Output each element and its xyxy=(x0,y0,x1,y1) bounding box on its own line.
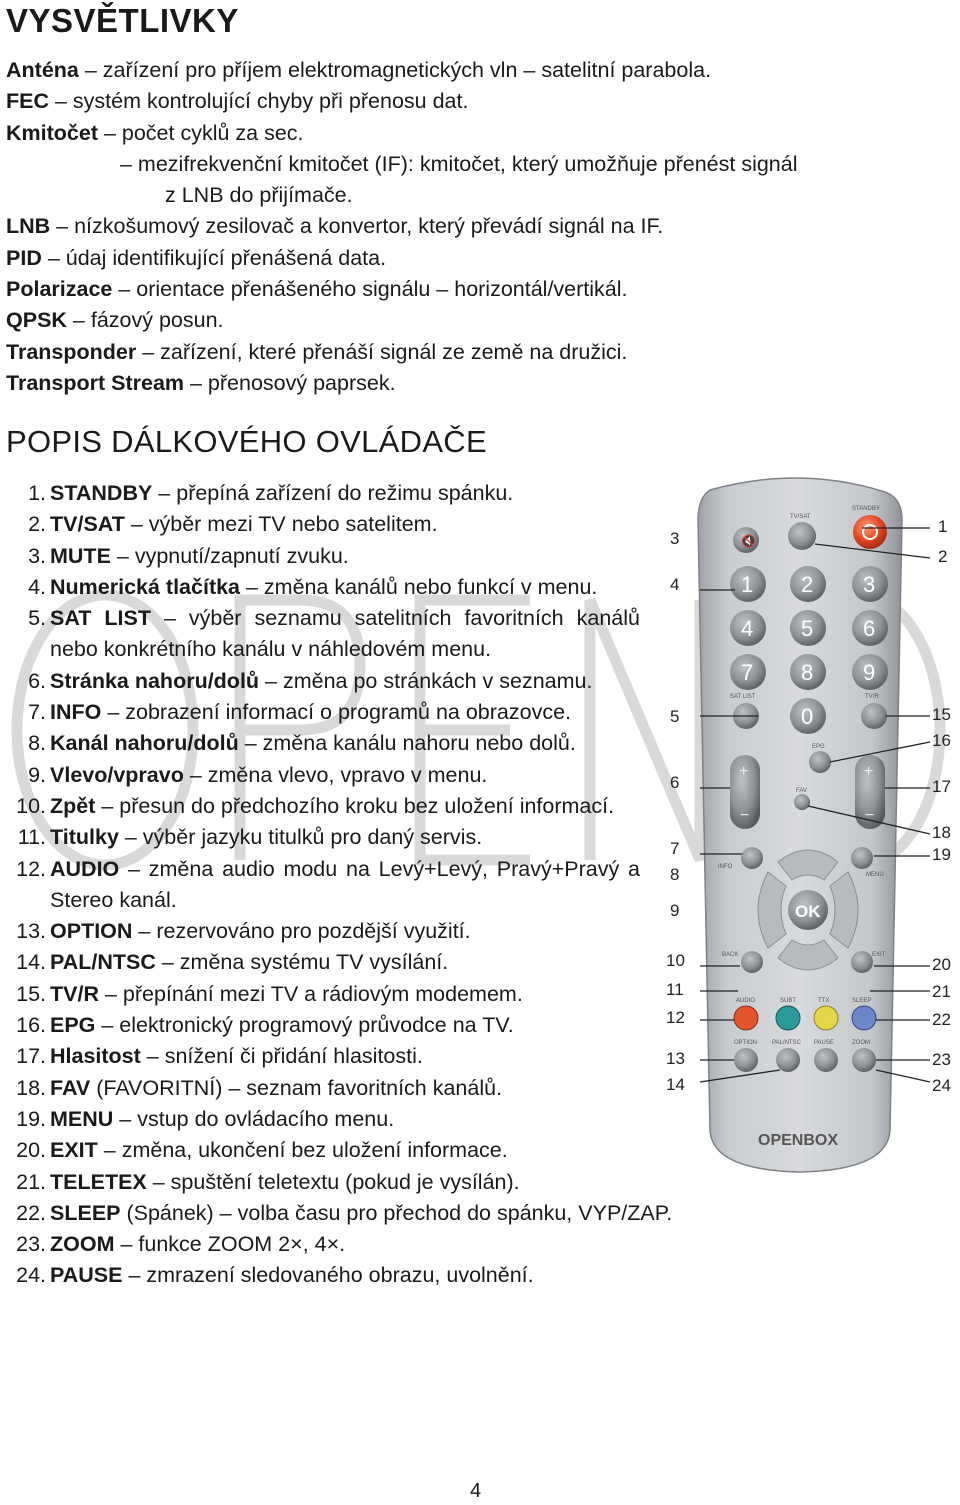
item-text: – změna systému TV vysílání. xyxy=(155,950,449,975)
item-description xyxy=(46,1260,534,1291)
callout-number: 16 xyxy=(932,731,951,750)
item-text: – zmrazení sledovaného obrazu, uvolnění. xyxy=(122,1263,534,1288)
volume-down-icon: − xyxy=(865,807,875,824)
item-text: (Spánek) – volba času pro přechod do spánku, VYP/ZAP. xyxy=(120,1200,673,1225)
item-term: Kanál nahoru/dolů xyxy=(50,731,239,756)
fav-label: FAV xyxy=(796,788,807,794)
callout-number: 1 xyxy=(938,517,948,536)
glossary-definition: – orientace přenášeného signálu – horizontál/vertikál. xyxy=(112,277,628,302)
sleep-label: SLEEP xyxy=(852,998,872,1004)
remote-item xyxy=(6,1041,672,1072)
item-description xyxy=(46,478,640,509)
item-term: SAT LIST xyxy=(50,606,151,631)
remote-item xyxy=(6,1010,672,1041)
back-label: BACK xyxy=(722,952,739,958)
item-number: 16. xyxy=(16,1013,46,1038)
item-description xyxy=(46,728,640,759)
glossary-definition: – počet cyklů za sec. xyxy=(97,120,304,145)
remote-item xyxy=(6,760,672,791)
item-term: TELETEX xyxy=(50,1169,147,1194)
digit-label: 2 xyxy=(801,572,814,597)
tvsat-label: TV/SAT xyxy=(790,514,811,520)
zoom-button[interactable] xyxy=(852,1048,876,1072)
remote-item xyxy=(6,854,672,917)
glossary-term: Polarizace xyxy=(6,277,113,302)
tvr-button[interactable] xyxy=(861,703,887,729)
pause-button[interactable] xyxy=(814,1048,838,1072)
item-number: 3. xyxy=(28,543,46,568)
item-term: Hlasitost xyxy=(50,1044,141,1069)
item-text: – vstup do ovládacího menu. xyxy=(113,1106,395,1131)
menu-label: MENU xyxy=(866,872,884,878)
item-number: 9. xyxy=(28,762,46,787)
item-term: OPTION xyxy=(50,919,133,944)
item-term: MENU xyxy=(50,1106,114,1131)
item-description xyxy=(46,947,640,978)
item-number: 20. xyxy=(16,1138,46,1163)
item-description xyxy=(46,666,640,697)
callout-number: 8 xyxy=(670,865,680,884)
callout-number: 11 xyxy=(666,980,684,999)
digit-label: 1 xyxy=(741,572,754,597)
item-number: 14. xyxy=(16,950,46,975)
callout-number: 21 xyxy=(932,982,951,1001)
item-text: – vypnutí/zapnutí zvuku. xyxy=(110,543,349,568)
glossary-definition: – systém kontrolující chyby při přenosu dat. xyxy=(49,89,469,114)
callout-number: 3 xyxy=(670,529,680,548)
remote-item xyxy=(6,603,672,666)
callout-number: 19 xyxy=(932,845,951,864)
remote-item xyxy=(6,791,672,822)
glossary-term: Transport Stream xyxy=(6,370,185,395)
remote-item xyxy=(6,1073,672,1104)
palntsc-label: PAL/NTSC xyxy=(772,1040,801,1046)
callout-number: 7 xyxy=(670,839,680,858)
item-text: – výběr seznamu satelitních favoritních kanálů nebo konkrétního kanálu v náhledovém menu. xyxy=(50,606,640,662)
menu-button[interactable] xyxy=(851,847,873,869)
item-description xyxy=(46,822,640,853)
glossary-definition: – mezifrekvenční kmitočet (IF): kmitočet, který umožňuje přenést signál xyxy=(120,151,798,176)
glossary-term: Transponder xyxy=(6,339,137,364)
item-number: 5. xyxy=(28,606,46,631)
item-text: – přepíná zařízení do režimu spánku. xyxy=(152,481,514,505)
item-text: – přepínání mezi TV a rádiovým modemem. xyxy=(98,981,523,1006)
glossary-entry xyxy=(6,212,956,243)
teletext-button[interactable] xyxy=(814,1006,838,1030)
epg-button[interactable] xyxy=(809,751,831,773)
item-text: – výběr jazyku titulků pro daný servis. xyxy=(118,825,483,850)
item-text: – změna audio modu na Levý+Levý, Pravý+Pravý a Stereo kanál. xyxy=(50,856,640,912)
glossary-definition: z LNB do přijímače. xyxy=(165,183,353,208)
item-description xyxy=(46,1041,423,1072)
subt-label: SUBT xyxy=(780,998,797,1004)
glossary-entry xyxy=(6,56,956,87)
glossary-definition: – zařízení, které přenáší signál ze země na družici. xyxy=(136,339,628,364)
callout-number: 14 xyxy=(666,1075,685,1094)
item-number: 7. xyxy=(28,700,46,725)
item-number: 23. xyxy=(16,1232,46,1257)
callout-number: 12 xyxy=(666,1008,685,1027)
item-text: – změna kanálů nebo funkcí v menu. xyxy=(240,574,598,599)
mute-icon: 🔇 xyxy=(741,534,756,548)
palntsc-button[interactable] xyxy=(776,1048,800,1072)
item-number: 12. xyxy=(16,856,46,881)
option-label: OPTION xyxy=(734,1040,758,1046)
callout-number: 5 xyxy=(670,707,680,726)
digit-label: 4 xyxy=(741,616,754,641)
item-number: 22. xyxy=(16,1200,46,1225)
item-description xyxy=(46,1073,502,1104)
glossary-definition: – přenosový paprsek. xyxy=(184,370,396,395)
volume-up-icon: + xyxy=(864,763,874,780)
digit-label: 6 xyxy=(863,616,876,641)
item-term: Stránka nahoru/dolů xyxy=(50,668,260,693)
callout-number: 24 xyxy=(932,1076,951,1095)
audio-label: AUDIO xyxy=(736,998,756,1004)
glossary-term: Anténa xyxy=(6,58,79,82)
glossary-term: PID xyxy=(6,245,42,270)
item-description xyxy=(46,1135,508,1166)
item-text: – změna kanálu nahoru nebo dolů. xyxy=(238,731,576,756)
item-text: – změna po stránkách v seznamu. xyxy=(259,668,593,693)
callout-number: 13 xyxy=(666,1049,685,1068)
item-term: TV/R xyxy=(50,981,99,1006)
item-term: STANDBY xyxy=(50,481,153,505)
digit-label: 7 xyxy=(741,660,754,685)
item-term: AUDIO xyxy=(50,856,120,881)
glossary-list xyxy=(6,56,956,400)
item-term: MUTE xyxy=(50,543,111,568)
tvsat-button[interactable] xyxy=(788,522,816,550)
item-description xyxy=(46,603,640,666)
glossary-term: FEC xyxy=(6,89,49,114)
info-button[interactable] xyxy=(741,847,763,869)
remote-item xyxy=(6,1229,672,1260)
remote-item xyxy=(6,916,672,947)
section-title: POPIS DÁLKOVÉHO OVLÁDAČE xyxy=(6,424,487,459)
page-down-icon: − xyxy=(740,807,750,824)
item-number: 24. xyxy=(16,1263,46,1288)
item-description xyxy=(46,1104,394,1135)
fav-button[interactable] xyxy=(794,794,810,810)
item-description xyxy=(46,916,640,947)
item-text: – snížení či přidání hlasitosti. xyxy=(140,1044,423,1069)
item-number: 11. xyxy=(17,825,46,850)
item-description xyxy=(46,760,640,791)
tvr-label: TV/R xyxy=(865,694,879,700)
page-number: 4 xyxy=(470,1480,482,1502)
item-description xyxy=(46,1010,514,1041)
item-term: PAUSE xyxy=(50,1263,123,1288)
glossary-entry xyxy=(6,275,956,306)
zoom-label: ZOOM xyxy=(852,1040,870,1046)
item-description xyxy=(46,1229,345,1260)
standby-button[interactable] xyxy=(853,515,887,549)
glossary-definition: – fázový posun. xyxy=(66,308,224,333)
item-term: TV/SAT xyxy=(50,512,125,537)
glossary-definition: – nízkošumový zesilovač a konvertor, který převádí signál na IF. xyxy=(50,214,664,239)
item-term: INFO xyxy=(50,700,102,725)
item-term: Zpět xyxy=(50,793,96,818)
item-term: Vlevo/vpravo xyxy=(50,762,184,787)
item-description xyxy=(46,541,640,572)
page-title: VYSVĚTLIVKY xyxy=(6,2,239,39)
item-number: 17. xyxy=(16,1044,46,1069)
remote-item xyxy=(6,947,672,978)
item-number: 21. xyxy=(16,1169,46,1194)
ttx-label: TTX xyxy=(818,998,830,1004)
remote-item xyxy=(6,728,672,759)
callout-number: 18 xyxy=(932,823,951,842)
remote-item xyxy=(6,697,672,728)
remote-item xyxy=(6,572,672,603)
item-description xyxy=(46,979,523,1010)
callout-number: 4 xyxy=(670,575,680,594)
item-description xyxy=(46,572,640,603)
standby-label: STANDBY xyxy=(852,506,880,512)
item-text: – rezervováno pro pozdější využití. xyxy=(132,919,471,944)
callout-number: 17 xyxy=(932,777,951,796)
remote-item xyxy=(6,541,672,572)
exit-label: EXIT xyxy=(872,952,886,958)
digit-label: 9 xyxy=(863,660,876,685)
item-term: Titulky xyxy=(50,825,119,850)
digit-label: 5 xyxy=(801,616,814,641)
item-number: 13. xyxy=(16,919,46,944)
glossary-term: Kmitočet xyxy=(6,120,98,145)
remote-control-illustration xyxy=(640,470,960,1190)
item-description xyxy=(46,854,640,917)
exit-button[interactable] xyxy=(851,951,873,973)
remote-item xyxy=(6,1167,672,1198)
glossary-entry xyxy=(6,119,956,150)
item-description xyxy=(46,1198,672,1229)
item-text: (FAVORITNÍ) – seznam favoritních kanálů. xyxy=(90,1075,503,1100)
item-description xyxy=(46,791,640,822)
item-number: 2. xyxy=(28,512,46,537)
item-number: 10. xyxy=(16,793,46,818)
remote-item xyxy=(6,509,672,540)
item-text: – elektronický programový průvodce na TV. xyxy=(95,1013,514,1038)
glossary-definition: – zařízení pro příjem elektromagnetických vln – satelitní parabola. xyxy=(78,58,712,82)
back-button[interactable] xyxy=(741,951,763,973)
callout-number: 15 xyxy=(932,705,951,724)
satlist-label: SAT LIST xyxy=(730,694,756,700)
remote-brand-logo: OPENBOX xyxy=(758,1132,839,1149)
item-text: – spuštění teletextu (pokud je vysílán). xyxy=(146,1169,520,1194)
remote-item xyxy=(6,666,672,697)
audio-button[interactable] xyxy=(734,1006,758,1030)
remote-item xyxy=(6,1104,672,1135)
remote-item xyxy=(6,979,672,1010)
item-term: ZOOM xyxy=(50,1232,115,1257)
remote-item xyxy=(6,1135,672,1166)
remote-item xyxy=(6,822,672,853)
callout-number: 6 xyxy=(670,773,680,792)
item-term: FAV xyxy=(50,1075,91,1100)
callout-number: 9 xyxy=(670,901,680,920)
callout-number: 20 xyxy=(932,955,951,974)
item-description xyxy=(46,509,640,540)
glossary-entry xyxy=(6,244,956,275)
item-term: SLEEP xyxy=(50,1200,121,1225)
epg-label: EPG xyxy=(812,744,825,750)
glossary-entry xyxy=(6,150,956,181)
glossary-entry xyxy=(6,87,956,118)
glossary-term: LNB xyxy=(6,214,51,239)
item-description xyxy=(46,1167,520,1198)
callout-number: 22 xyxy=(932,1010,951,1029)
item-number: 19. xyxy=(16,1106,46,1131)
item-number: 4. xyxy=(28,574,46,599)
glossary-entry xyxy=(6,181,956,212)
glossary-entry xyxy=(6,338,956,369)
item-term: Numerická tlačítka xyxy=(50,574,241,599)
item-term: EPG xyxy=(50,1013,96,1038)
subtitle-button[interactable] xyxy=(776,1006,800,1030)
digit-label: 8 xyxy=(801,660,814,685)
callout-number: 10 xyxy=(666,951,685,970)
sleep-button[interactable] xyxy=(852,1006,876,1030)
remote-item xyxy=(6,1198,672,1229)
digit-label: 3 xyxy=(863,572,876,597)
glossary-definition: – údaj identifikující přenášená data. xyxy=(41,245,387,270)
item-text: – výběr mezi TV nebo satelitem. xyxy=(124,512,438,537)
glossary-entry xyxy=(6,369,956,400)
item-text: – funkce ZOOM 2×, 4×. xyxy=(114,1232,346,1257)
digit-label: 0 xyxy=(801,704,814,729)
item-term: EXIT xyxy=(50,1138,98,1163)
ok-label: OK xyxy=(795,902,821,921)
item-number: 8. xyxy=(28,731,46,756)
item-number: 1. xyxy=(28,481,46,505)
item-text: – zobrazení informací o programů na obrazovce. xyxy=(101,700,572,725)
item-text: – změna vlevo, vpravo v menu. xyxy=(183,762,488,787)
option-button[interactable] xyxy=(734,1048,758,1072)
page-up-icon: + xyxy=(739,763,749,780)
callout-number: 23 xyxy=(932,1050,951,1069)
remote-button-list xyxy=(6,478,672,1292)
item-number: 15. xyxy=(16,981,46,1006)
info-label: INFO xyxy=(718,864,733,870)
item-term: PAL/NTSC xyxy=(50,950,156,975)
item-description xyxy=(46,697,640,728)
glossary-entry xyxy=(6,306,956,337)
pause-label: PAUSE xyxy=(814,1040,834,1046)
item-number: 6. xyxy=(28,668,46,693)
remote-item xyxy=(6,478,672,509)
callout-number: 2 xyxy=(938,547,948,566)
item-text: – přesun do předchozího kroku bez uložení informací. xyxy=(95,793,615,818)
remote-item xyxy=(6,1260,672,1291)
item-text: – změna, ukončení bez uložení informace. xyxy=(97,1138,508,1163)
item-number: 18. xyxy=(16,1075,46,1100)
glossary-term: QPSK xyxy=(6,308,67,333)
